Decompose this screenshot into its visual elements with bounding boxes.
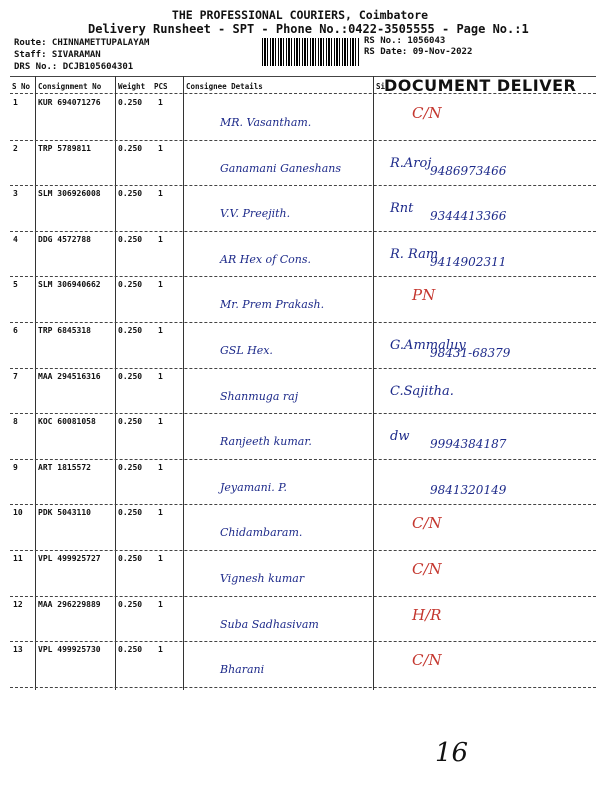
row-consignment: ART 1815572 (38, 462, 91, 472)
row-pcs: 1 (158, 508, 163, 518)
col-sno: S No (12, 82, 31, 91)
col-pcs: PCS (154, 82, 168, 91)
row-separator (10, 276, 596, 277)
row-separator (10, 322, 596, 323)
row-weight: 0.250 (118, 189, 143, 199)
row-separator (10, 140, 596, 141)
row-consignee-name: Chidambaram. (220, 526, 303, 540)
row-receiver-phone: 9841320149 (430, 482, 507, 497)
row-weight: 0.250 (118, 508, 143, 518)
row-consignee-name: Suba Sadhasivam (220, 617, 319, 631)
row-weight: 0.250 (118, 599, 143, 609)
row-consignment: DDG 4572788 (38, 234, 91, 244)
runsheet-title: Delivery Runsheet - SPT - Phone No.:0422-3505555 - Page No.:1 (88, 22, 529, 36)
row-pcs: 1 (158, 189, 163, 199)
row-weight: 0.250 (118, 417, 143, 427)
row-pcs: 1 (158, 599, 163, 609)
row-pcs: 1 (158, 98, 163, 107)
row-delivery-status: C/N (412, 104, 442, 122)
row-delivery-status: R. Ram (390, 246, 439, 262)
row-weight: 0.250 (118, 371, 143, 381)
row-sno: 11 (13, 554, 23, 563)
row-receiver-phone: 98431-68379 (430, 346, 511, 360)
column-divider (183, 76, 184, 690)
row-separator (10, 231, 596, 232)
row-consignment: MAA 296229889 (38, 599, 101, 609)
row-delivery-status: dw (390, 429, 410, 445)
row-receiver-phone: 9486973466 (430, 163, 507, 178)
row-consignee-name: AR Hex of Cons. (220, 252, 311, 266)
row-consignee-name: GSL Hex. (220, 344, 273, 357)
row-consignment: TRP 6845318 (38, 326, 91, 335)
row-sno: 9 (13, 462, 18, 472)
row-pcs: 1 (158, 554, 163, 563)
row-separator (10, 459, 596, 460)
row-delivery-status: PN (412, 286, 436, 305)
row-sno: 8 (13, 417, 18, 427)
column-divider (115, 76, 116, 690)
row-pcs: 1 (158, 326, 163, 335)
row-consignee-name: Vignesh kumar (220, 572, 305, 585)
row-delivery-status: R.Aroj (390, 155, 432, 171)
row-separator (10, 413, 596, 414)
row-separator (10, 368, 596, 369)
row-delivery-status: Rnt (390, 201, 414, 217)
row-weight: 0.250 (118, 143, 143, 153)
row-weight: 0.250 (118, 280, 143, 290)
row-separator (10, 550, 596, 551)
row-consignment: SLM 306926008 (38, 189, 101, 199)
row-consignment: VPL 499925730 (38, 645, 101, 655)
row-separator (10, 687, 596, 688)
row-consignment: PDK 5043110 (38, 508, 91, 518)
barcode (262, 38, 359, 66)
row-weight: 0.250 (118, 326, 143, 335)
row-pcs: 1 (158, 143, 163, 153)
row-pcs: 1 (158, 462, 163, 472)
row-delivery-status: C/N (412, 651, 442, 670)
row-delivery-status: C.Sajitha. (390, 383, 454, 399)
col-details: Consignee Details (186, 82, 263, 91)
row-receiver-phone: 9414902311 (430, 254, 507, 269)
rs-date: RS Date: 09-Nov-2022 (364, 47, 473, 57)
row-receiver-phone: 9344413366 (430, 209, 507, 224)
row-consignment: KOC 60081058 (38, 417, 96, 427)
row-consignee-name: MR. Vasantham. (220, 116, 312, 129)
column-divider (373, 76, 374, 690)
row-consignment: MAA 294516316 (38, 371, 101, 381)
row-consignee-name: Shanmuga raj (220, 389, 299, 403)
row-pcs: 1 (158, 371, 163, 381)
row-sno: 2 (13, 143, 18, 153)
row-sno: 3 (13, 189, 18, 199)
page-mark: 16 (435, 738, 469, 768)
document-delivered-stamp: DOCUMENT DELIVER (384, 76, 577, 95)
row-consignee-name: Jeyamani. P. (220, 480, 287, 494)
row-separator (10, 185, 596, 186)
drs-label: DRS No.: DCJB105604301 (14, 62, 134, 72)
row-separator (10, 641, 596, 642)
row-consignment: VPL 499925727 (38, 554, 101, 563)
row-weight: 0.250 (118, 554, 143, 563)
row-sno: 1 (13, 98, 18, 107)
row-consignee-name: Mr. Prem Prakash. (220, 298, 325, 312)
row-delivery-status: C/N (412, 560, 442, 578)
row-delivery-status: G.Ammaluy (390, 338, 466, 353)
row-consignment: SLM 306940662 (38, 280, 101, 290)
row-separator (10, 596, 596, 597)
row-sno: 12 (13, 599, 23, 609)
row-weight: 0.250 (118, 98, 143, 107)
row-sno: 6 (13, 326, 18, 335)
col-sign: Si (376, 82, 386, 91)
row-pcs: 1 (158, 645, 163, 655)
row-receiver-phone: 9994384187 (430, 437, 507, 452)
company-title: THE PROFESSIONAL COURIERS, Coimbatore (171, 8, 429, 22)
staff-label: Staff: SIVARAMAN (14, 50, 101, 60)
row-weight: 0.250 (118, 645, 143, 655)
header-rule (10, 93, 596, 94)
col-consignment: Consignment No (38, 82, 102, 91)
column-divider (35, 76, 36, 690)
row-sno: 10 (13, 508, 23, 518)
rs-number: RS No.: 1056043 (364, 36, 446, 46)
row-consignee-name: Ranjeeth kumar. (220, 435, 312, 449)
row-delivery-status: C/N (412, 514, 442, 533)
row-consignee-name: Ganamani Ganeshans (220, 161, 342, 175)
row-weight: 0.250 (118, 462, 143, 472)
row-weight: 0.250 (118, 234, 143, 244)
row-sno: 13 (13, 645, 23, 655)
row-pcs: 1 (158, 234, 163, 244)
row-consignment: TRP 5789811 (38, 143, 91, 153)
row-sno: 4 (13, 234, 18, 244)
row-separator (10, 504, 596, 505)
row-consignee-name: V.V. Preejith. (220, 207, 291, 221)
table-top-rule (10, 76, 596, 77)
row-delivery-status: H/R (412, 605, 442, 624)
row-consignment: KUR 694071276 (38, 98, 101, 107)
row-sno: 5 (13, 280, 18, 290)
row-pcs: 1 (158, 417, 163, 427)
col-weight: Weight (118, 82, 146, 91)
row-sno: 7 (13, 371, 18, 381)
row-consignee-name: Bharani (220, 663, 265, 677)
row-pcs: 1 (158, 280, 163, 290)
route-label: Route: CHINNAMETTUPALAYAM (14, 38, 150, 48)
